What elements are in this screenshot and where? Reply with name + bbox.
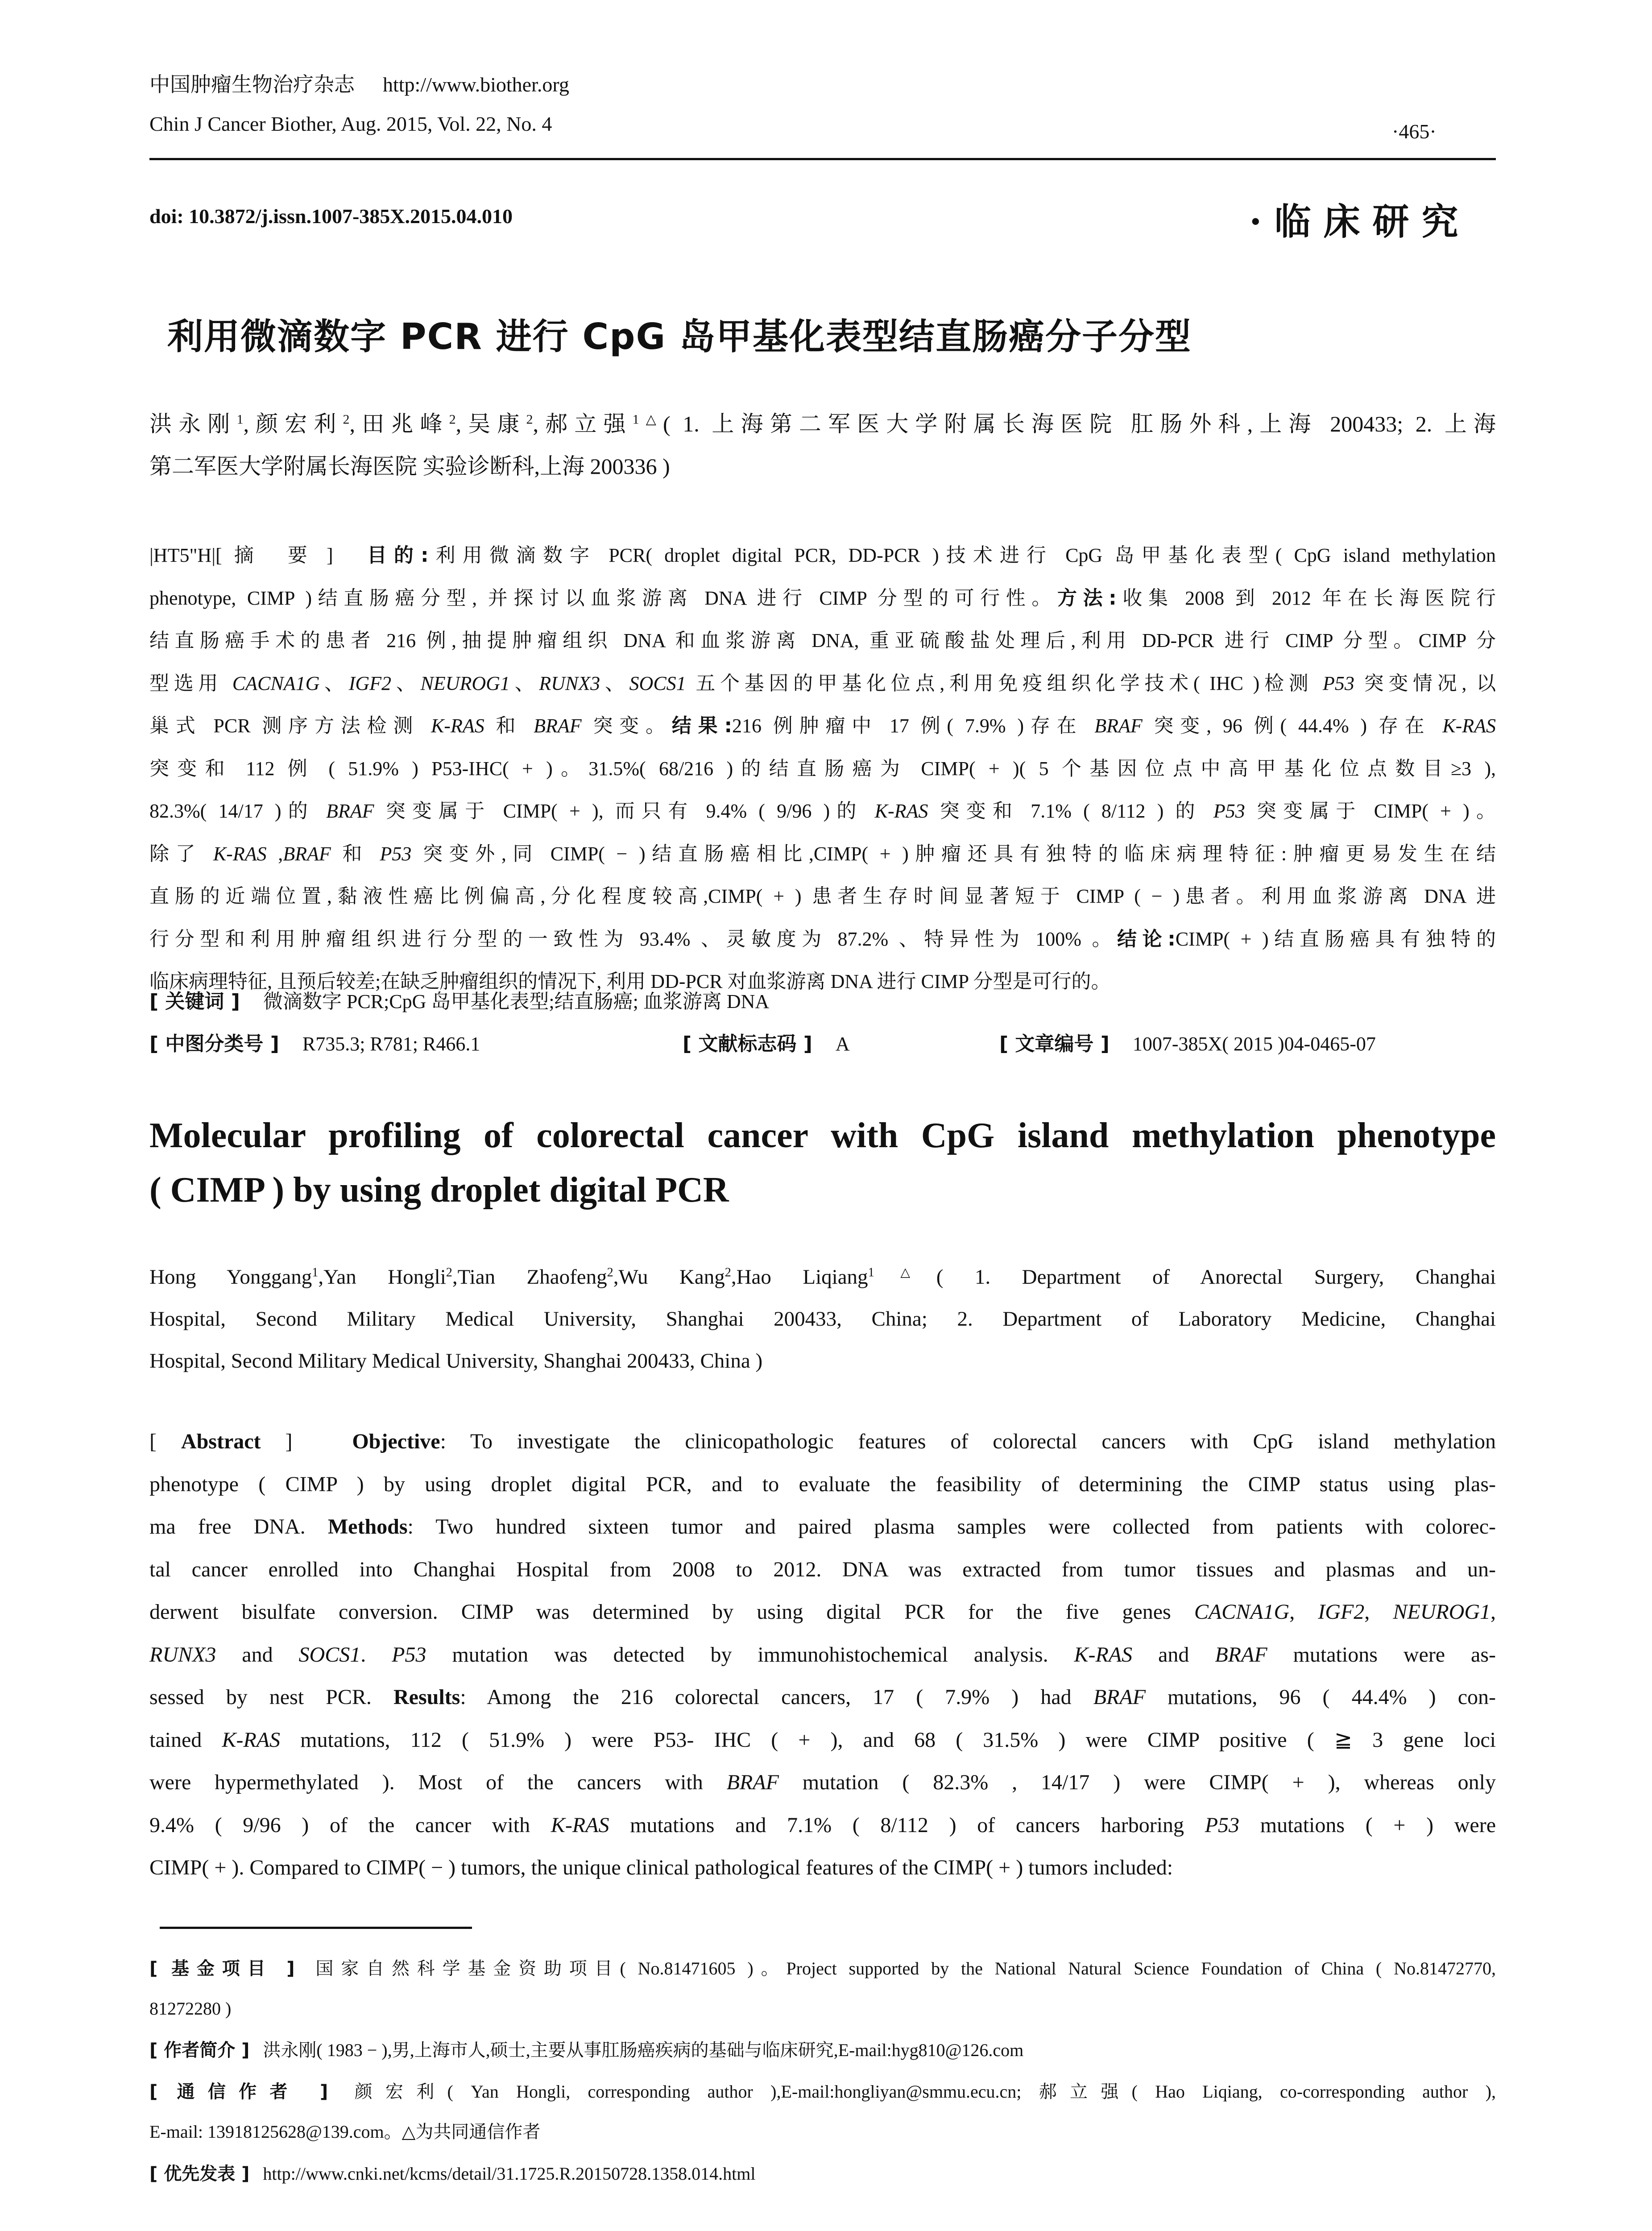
text-run: 突变。 [581,715,672,737]
column-label: ·临床研究 [1249,200,1471,243]
text-run: 突变属于 CIMP( + )。 [1245,800,1496,822]
author-bio-label: [ 作者简介 ] [149,2040,250,2061]
text-run: 、 [391,672,421,694]
text-run: 突变和 7.1% ( 8/112 ) 的 [928,800,1213,822]
cn-title: 利用微滴数字 PCR 进行 CpG 岛甲基化表型结直肠癌分子分型 [167,316,1192,357]
text-run: [ [149,1430,181,1453]
cn-authors-line-1 [149,408,1496,440]
corresponding-text: 颜宏利( Yan Hongli, corresponding author ),E-mail:hongliyan@smmu.ecu.cn; 郝立强( Hao Liqiang, co-corresponding author ), [341,2082,1496,2102]
text-run: 、 [319,672,349,694]
en-abstract-line [149,1679,1496,1716]
text-run: 临床病理特征, 且预后较差;在缺乏肿瘤组织的情况下, 利用 DD-PCR 对血浆游离 DNA 进行 CIMP 分型是可行的。 [149,970,1111,992]
text-run: CIMP( + )结直肠癌具有独特的 [1175,928,1496,950]
article-no-value: 1007-385X( 2015 )04-0465-07 [1132,1033,1376,1055]
fund-label: [ 基金项目 ] [149,1958,295,1979]
text-run: |HT5"H|[ 摘 要 ] [149,544,367,566]
author: ,田兆峰 [349,411,449,436]
text-run: phenotype ( CIMP ) by using droplet digital PCR, and to evaluate the feasibility of determining the CIMP status using plas- [149,1472,1496,1496]
online-first [149,2156,1496,2192]
text-run: , [266,842,283,865]
gene-name: IGF2 [348,672,392,694]
text-run: 型选用 [149,672,232,694]
cn-abstract-line [149,666,1496,701]
text-run: ] [261,1430,352,1453]
gene-name: CACNA1G [1194,1600,1290,1624]
en-abstract-line [149,1509,1496,1545]
text-run: mutations were as- [1267,1642,1496,1667]
gene-name: P53 [1205,1813,1240,1837]
cn-abstract-line [149,879,1496,914]
journal-citation-en: Chin J Cancer Biother, Aug. 2015, Vol. 22, No. 4 [149,112,552,135]
text-run: were hypermethylated ). Most of the cancers with [149,1771,727,1794]
journal-url[interactable]: http://www.biother.org [383,73,569,96]
text-run: 、 [600,672,629,694]
gene-name: SOCS1 [629,672,686,694]
gene-name: SOCS1 [298,1642,361,1667]
gene-name: K-RAS [213,842,267,865]
text-run: 利用微滴数字 PCR( droplet digital PCR, DD-PCR )技术进行 CpG 岛甲基化表型( CpG island methylation [428,544,1496,566]
gene-name: IGF2 [1318,1600,1365,1624]
running-header-cn [149,71,569,98]
text-run: 9.4% ( 9/96 ) of the cancer with [149,1813,551,1837]
text-run: 突变外,同 CIMP( − )结直肠癌相比,CIMP( + )肿瘤还具有独特的临床病理特征:肿瘤更易发生在结 [411,842,1496,865]
affiliation: ( 1. 上海第二军医大学附属长海医院 肛肠外科,上海 200433; 2. 上海 [662,411,1496,436]
author-bio-text: 洪永刚( 1983 − ),男,上海市人,硕士,主要从事肛肠癌疾病的基础与临床研究,E-mail:hyg810@126.com [263,2040,1024,2060]
gene-name: BRAF [1093,1685,1146,1709]
fund-line-2: 81272280 ) [149,1999,232,2019]
section-heading: 方法: [1057,586,1117,610]
text-run: mutation ( 82.3% , 14/17 ) were CIMP( + ), whereas only [778,1771,1496,1794]
gene-name: K-RAS [1442,715,1496,737]
text-run: mutations and 7.1% ( 8/112 ) of cancers harboring [609,1813,1205,1837]
section-heading: Results [393,1685,460,1709]
text-run: 收集 2008 到 2012 年在长海医院行 [1116,587,1496,609]
text-run: 突变情况, 以 [1354,672,1496,694]
footnote-rule [160,1927,472,1929]
cn-abstract-line [149,623,1496,659]
en-abstract-line [149,1849,1496,1886]
en-abstract-line [149,1423,1496,1460]
en-abstract-line [149,1594,1496,1630]
text-run: . [360,1642,392,1667]
author: ,Hao Liqiang [731,1265,868,1289]
author-bio [149,2032,1496,2068]
text-run: , [1364,1600,1393,1624]
section-heading: 结论: [1117,927,1176,950]
keywords-label: [ 关键词 ] [149,990,240,1013]
text-run: sessed by nest PCR. [149,1685,393,1709]
journal-name-cn: 中国肿瘤生物治疗杂志 [149,73,355,96]
author: ,Wu Kang [613,1265,725,1289]
author: ,Yan Hongli [318,1265,446,1289]
en-abstract-line [149,1551,1496,1588]
gene-name: CACNA1G [232,672,320,694]
gene-name: BRAF [726,1771,779,1794]
section-heading: Abstract [181,1430,261,1453]
cn-abstract-line [149,581,1496,616]
text-run: , [1289,1600,1318,1624]
affiliation-mark: 2 [725,1265,731,1280]
gene-name: BRAF [326,800,374,822]
text-run: 五个基因的甲基化位点,利用免疫组织化学技术( IHC )检测 [686,672,1323,694]
clc-value: R735.3; R781; R466.1 [302,1033,480,1055]
corresponding-line-1 [149,2074,1496,2110]
affiliation: ( 1. Department of Anorectal Surgery, Changhai [936,1265,1496,1289]
text-run: 216 例肿瘤中 17 例( 7.9% )存在 [732,715,1095,737]
fund-line-1 [149,1951,1496,1986]
affiliation-mark: 2 [446,1265,452,1280]
text-run: tained [149,1728,222,1752]
en-title-line-2: ( CIMP ) by using droplet digital PCR [149,1170,729,1210]
cn-abstract-line [149,751,1496,787]
affiliation-mark: 1 [236,412,244,427]
gene-name: K-RAS [874,800,928,822]
text-run: 82.3%( 14/17 )的 [149,800,327,822]
affiliation-mark: 1△ [868,1265,936,1280]
cn-abstract-line [149,836,1496,872]
affiliation-mark: 1 [312,1265,319,1280]
text-run: and [1132,1642,1215,1667]
text-run: 巢式 PCR 测序方法检测 [149,715,431,737]
cn-abstract-line [149,708,1496,744]
en-abstract-line [149,1722,1496,1758]
text-run: 、 [509,672,539,694]
cn-classification [149,1026,480,1062]
author: ,吴康 [455,411,526,436]
text-run: : Among the 216 colorectal cancers, 17 ( 7.9% ) had [460,1685,1093,1709]
text-run: : Two hundred sixteen tumor and paired plasma samples were collected from patients with colorec- [407,1515,1496,1538]
en-authors-line-1 [149,1259,1496,1295]
affiliation-mark: 1△ [632,412,663,427]
text-run: ma free DNA. [149,1515,328,1538]
text-run: 和 [331,842,380,865]
fund-text: 国家自然科学基金资助项目( No.81471605 )。Project supported by the National Natural Science Foundation of China ( No.81472770, [308,1958,1496,1978]
doc-code-value: A [835,1033,850,1055]
text-run: and [216,1642,299,1667]
text-run: 突变和 112 例 ( 51.9% ) P53-IHC( + )。31.5%( 68/216 )的结直肠癌为 CIMP( + )( 5 个基因位点中高甲基化位点数目≥3 ), [149,757,1496,780]
text-run: 直肠的近端位置,黏液性癌比例偏高,分化程度较高,CIMP( + ) 患者生存时间显著短于 CIMP ( − )患者。利用血浆游离 DNA 进 [149,885,1496,907]
gene-name: BRAF [1094,715,1143,737]
clc-label: [ 中图分类号 ] [149,1033,279,1055]
online-first-url[interactable]: http://www.cnki.net/kcms/detail/31.1725.R.20150728.1358.014.html [263,2164,756,2184]
gene-name: NEUROG1 [420,672,510,694]
page-number: ·465· [1392,120,1437,143]
author: 洪永刚 [149,411,237,436]
online-first-label: [ 优先发表 ] [149,2164,250,2184]
corresponding-label: [ 通信作者 ] [149,2082,328,2102]
gene-name: BRAF [534,715,582,737]
section-heading: Methods [327,1515,408,1538]
corresponding-line-2: E-mail: 13918125628@139.com。△为共同通信作者 [149,2122,541,2142]
cn-abstract-line [149,921,1496,957]
gene-name: BRAF [1215,1642,1267,1667]
author: Hong Yonggang [149,1265,312,1289]
text-run: mutations, 96 ( 44.4% ) con- [1146,1685,1496,1709]
text-run: 突变, 96 例( 44.4% ) 存在 [1142,715,1443,737]
affiliation-mark: 2 [607,1265,613,1280]
text-run: : To investigate the clinicopathologic features of colorectal cancers with CpG island methylation [440,1430,1496,1453]
doc-code-label: [ 文献标志码 ] [683,1033,812,1055]
affiliation-mark: 2 [343,412,350,427]
text-run: 除了 [149,842,213,865]
text-run: , [1491,1600,1496,1624]
text-run: 和 [484,715,534,737]
cn-keywords [149,984,769,1020]
cn-doc-code [683,1026,850,1062]
section-heading: 结果: [671,714,733,737]
section-heading: 目的: [367,544,429,567]
gene-name: K-RAS [431,715,484,737]
gene-name: P53 [392,1642,426,1667]
text-run: phenotype, CIMP )结直肠癌分型, 并探讨以血浆游离 DNA 进行 CIMP 分型的可行性。 [149,587,1057,609]
author: ,郝立强 [533,411,633,436]
doi[interactable]: doi: 10.3872/j.issn.1007-385X.2015.04.010 [149,205,513,228]
gene-name: P53 [380,842,412,865]
gene-name: K-RAS [222,1728,281,1752]
text-run: CIMP( + ). Compared to CIMP( − ) tumors, the unique clinical pathological features of the CIMP( + ) tumors included: [149,1856,1173,1879]
gene-name: RUNX3 [539,672,600,694]
article-no-label: [ 文章编号 ] [999,1033,1110,1055]
cn-abstract-line [149,538,1496,573]
en-abstract-line [149,1466,1496,1503]
affiliation-mark: 2 [526,412,533,427]
text-run: 结直肠癌手术的患者 216 例,抽提肿瘤组织 DNA 和血浆游离 DNA, 重亚硫酸盐处理后,利用 DD-PCR 进行 CIMP 分型。CIMP 分 [149,630,1496,651]
cn-article-number [999,1026,1376,1062]
text-run: mutations, 112 ( 51.9% ) were P53- IHC ( + ), and 68 ( 31.5% ) were CIMP positive ( ≧ 3 gene loci [280,1728,1496,1752]
gene-name: RUNX3 [149,1642,216,1667]
keywords-text: 微滴数字 PCR;CpG 岛甲基化表型;结直肠癌; 血浆游离 DNA [263,991,770,1012]
author: ,颜宏利 [243,411,343,436]
text-run: 突变属于 CIMP( + ), 而只有 9.4% ( 9/96 )的 [374,800,875,822]
text-run: derwent bisulfate conversion. CIMP was determined by using digital PCR for the five genes [149,1600,1194,1624]
gene-name: NEUROG1 [1393,1600,1491,1624]
text-run: tal cancer enrolled into Changhai Hospital from 2008 to 2012. DNA was extracted from tumor tissues and plasmas and un- [149,1557,1496,1581]
en-authors-line-2: Hospital, Second Military Medical University, Shanghai 200433, China; 2. Department of Laboratory Medicine, Changhai [149,1307,1496,1331]
cn-authors-line-2: 第二军医大学附属长海医院 实验诊断科,上海 200336 ) [149,454,670,479]
en-abstract-line [149,1764,1496,1801]
text-run: mutations ( + ) were [1239,1813,1496,1837]
gene-name: K-RAS [551,1813,609,1837]
en-abstract-line [149,1807,1496,1844]
header-rule [149,158,1496,160]
gene-name: P53 [1323,672,1354,694]
en-abstract-line [149,1637,1496,1673]
gene-name: P53 [1213,800,1245,822]
section-heading: Objective [352,1430,440,1453]
cn-abstract-line [149,793,1496,829]
en-authors-line-3: Hospital, Second Military Medical University, Shanghai 200433, China ) [149,1349,763,1373]
gene-name: K-RAS [1074,1642,1133,1667]
en-title-line-1: Molecular profiling of colorectal cancer with CpG island methylation phenotype [149,1116,1496,1155]
text-run: 行分型和利用肿瘤组织进行分型的一致性为 93.4% 、灵敏度为 87.2% 、特异性为 100% 。 [149,928,1118,950]
affiliation-mark: 2 [449,412,456,427]
gene-name: BRAF [283,842,331,865]
text-run: mutation was detected by immunohistochemical analysis. [426,1642,1074,1667]
author: ,Tian Zhaofeng [452,1265,607,1289]
